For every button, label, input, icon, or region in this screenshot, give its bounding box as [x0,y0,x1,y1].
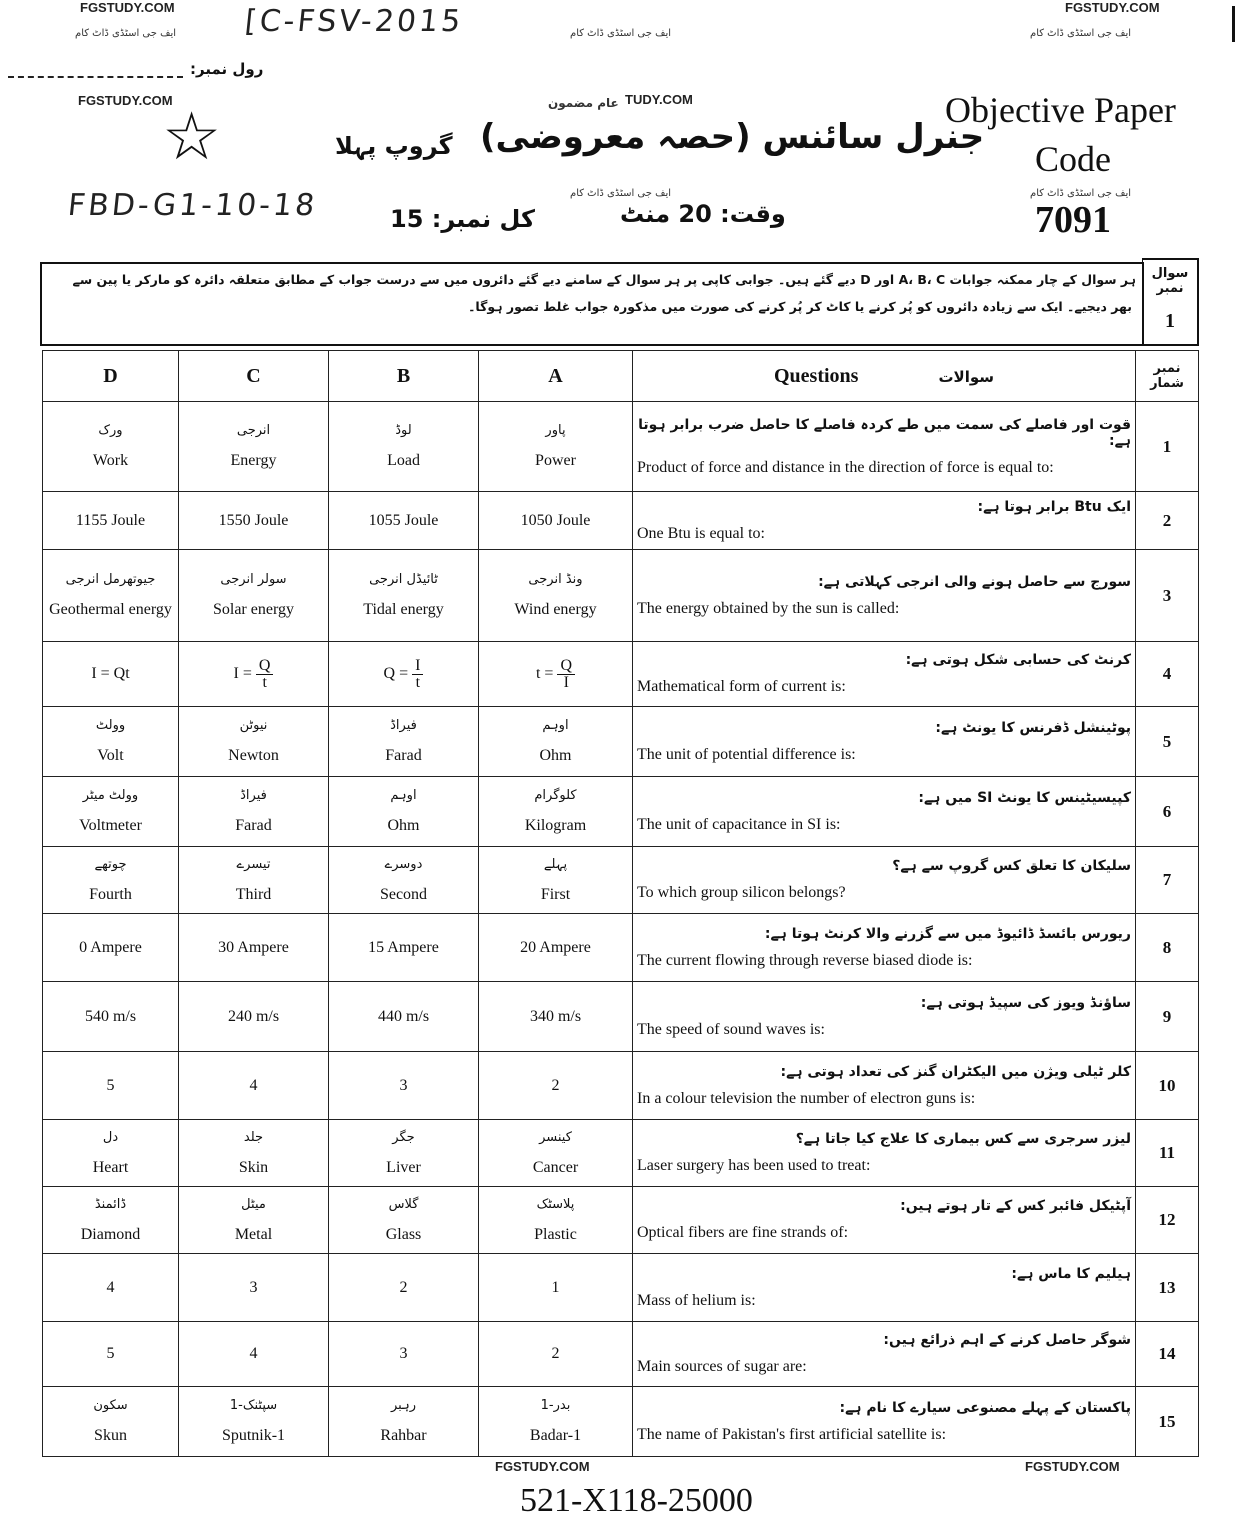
option-english: Ohm [539,747,572,764]
option-urdu: دوسرے [384,856,423,872]
option-d [43,492,179,550]
watermark-urdu: ایف جی اسٹڈی ڈاٹ کام [75,28,177,39]
table-row [43,402,1199,492]
question-urdu: کپیسیٹینس کا یونٹ SI میں ہے: [918,789,1131,806]
watermark-urdu: ایف جی اسٹڈی ڈاٹ کام [1030,28,1132,39]
option-c [179,492,329,550]
option-d [43,777,179,847]
table-row [43,642,1199,707]
question-english: One Btu is equal to: [637,524,765,542]
option-urdu: جگر [392,1129,415,1145]
table-header-row [43,351,1199,402]
question-number-box [1142,258,1199,346]
option-english: 240 m/s [227,1007,280,1025]
option-urdu: گلاس [388,1196,419,1212]
formula-lhs: I = Qt [91,665,130,682]
option-english: Sputnik-1 [221,1427,286,1444]
option-urdu: ڈائمنڈ [94,1196,127,1212]
question-number: 11 [1136,1120,1199,1187]
formula-lhs: t = [535,664,554,682]
option-b [329,550,479,642]
option-a [479,492,633,550]
option-urdu: جیوتھرمل انرجی [65,572,156,587]
question-number: 7 [1136,847,1199,914]
option-english: 2 [399,1278,408,1296]
option-urdu: جلد [243,1129,264,1145]
question-number: 13 [1136,1254,1199,1322]
question-number: 3 [1136,550,1199,642]
table-row [43,847,1199,914]
option-english: Farad [235,817,272,834]
option-b [329,982,479,1052]
table-row [43,1254,1199,1322]
option-a [479,847,633,914]
watermark: FGSTUDY.COM [78,93,173,108]
option-d [43,550,179,642]
question-urdu: کلر ٹیلی ویژن میں الیکٹران گنز کی تعداد ہوتی ہے: [780,1063,1131,1080]
option-b [329,642,479,707]
formula-fraction [256,658,274,691]
watermark-urdu: ایف جی اسٹڈی ڈاٹ کام [1030,188,1132,199]
option-urdu: فیراڈ [390,718,417,733]
option-english: Badar-1 [529,1427,582,1444]
question-number: 4 [1136,642,1199,707]
option-english: Glass [385,1225,422,1243]
option-english: 5 [106,1345,115,1362]
option-english: Second [379,885,428,903]
question-cell [633,492,1136,550]
footer-code: 521-X118-25000 [520,1482,753,1519]
option-english: Heart [92,1158,129,1176]
question-urdu: کرنٹ کی حسابی شکل ہوتی ہے: [905,652,1131,668]
option-english: 3 [249,1278,258,1296]
option-english: 3 [399,1345,408,1362]
table-row [43,777,1199,847]
question-number: 1 [1136,402,1199,492]
option-english: 440 m/s [377,1007,430,1025]
option-urdu: اوہم [390,788,417,803]
option-urdu: سکون [93,1398,128,1413]
option-b [329,1322,479,1387]
question-urdu: آپٹیکل فائبر کس کے تار ہوتے ہیں: [900,1198,1131,1214]
question-cell [633,1120,1136,1187]
option-english: Newton [228,747,279,764]
option-c [179,707,329,777]
instructions-line-1: ہر سوال کے چار ممکنہ جوابات A، B، C اور D دیے گئے ہیں۔ جوابی کاپی پر ہر سوال کے سامنے دیے گئے دائروں میں سے درست جواب کے مطابق متعلقہ دائرہ کو مارکر یا پین سے [72,272,1136,287]
option-c [179,914,329,982]
option-english: Plastic [534,1225,577,1243]
handwritten-note: [C-FSV-2015 [243,4,466,39]
question-number: 5 [1136,707,1199,777]
question-cell [633,914,1136,982]
option-d [43,707,179,777]
question-english: Product of force and distance in the direction of force is equal to: [637,458,1054,476]
question-cell [633,550,1136,642]
option-english: Power [535,452,576,469]
subject-header-urdu: عام مضمون [548,96,619,110]
header-questions-urdu: سوالات [938,367,994,386]
watermark-urdu: ایف جی اسٹڈی ڈاٹ کام [570,28,672,39]
question-number: 12 [1136,1187,1199,1254]
question-urdu: سلیکان کا تعلق کس گروپ سے ہے؟ [892,858,1131,874]
option-english: 1550 Joule [218,511,289,529]
option-english: 2 [551,1345,560,1362]
question-english: The name of Pakistan's first artificial satellite is: [637,1425,947,1443]
option-urdu: ٹائیڈل انرجی [369,572,438,587]
numerator: Q [256,658,274,675]
question-cell [633,1322,1136,1387]
table-row [43,1387,1199,1457]
question-urdu: قوت اور فاصلے کی سمت میں طے کردہ فاصلے کا حاصل ضرب برابر ہوتا ہے: [638,416,1131,449]
table-row [43,1322,1199,1387]
option-urdu: چوتھے [94,856,127,872]
option-d [43,642,179,707]
watermark: FGSTUDY.COM [495,1459,590,1474]
option-b [329,847,479,914]
option-b [329,707,479,777]
option-english: Geothermal energy [49,601,172,618]
option-urdu: بدر-1 [540,1398,571,1413]
option-a [479,1254,633,1322]
numerator: I [412,658,423,675]
denominator: t [262,673,267,691]
question-english: Mathematical form of current is: [637,678,846,695]
option-d [43,1322,179,1387]
option-b [329,1254,479,1322]
roll-number-line [8,76,183,78]
option-d [43,1254,179,1322]
option-urdu: انرجی [236,423,271,438]
option-d [43,914,179,982]
option-b [329,1120,479,1187]
option-english: Load [387,452,420,469]
option-urdu: پاور [545,423,566,438]
option-d [43,1387,179,1457]
option-c [179,1254,329,1322]
watermark-urdu: ایف جی اسٹڈی ڈاٹ کام [570,188,672,199]
option-english: 15 Ampere [368,938,439,956]
question-urdu: ساؤنڈ ویوز کی سپیڈ ہوتی ہے: [920,994,1131,1011]
instructions-line-2: بھر دیجیے۔ ایک سے زیادہ دائروں کو پُر کرنے یا کاٹ کر پُر کرنے کی صورت میں مذکورہ جواب غلط تصور ہوگا۔ [468,299,1132,314]
option-english: Tidal energy [363,601,444,618]
option-a [479,914,633,982]
option-b [329,1387,479,1457]
option-english: Fourth [89,885,132,903]
header-d: D [43,351,179,402]
option-english: 3 [399,1076,408,1094]
option-english: Wind energy [514,601,597,618]
option-english: Volt [97,747,124,764]
paper-code-value: 7091 [1035,199,1111,241]
option-english: Cancer [532,1158,579,1176]
question-english: Mass of helium is: [637,1291,756,1309]
option-a [479,1052,633,1120]
question-urdu: ریورس بائسڈ ڈائیوڈ میں سے گزرنے والا کرنٹ ہوتا ہے: [764,925,1131,942]
option-b [329,1187,479,1254]
option-english: Energy [230,452,277,469]
denominator: I [563,673,569,691]
option-urdu: تیسرے [236,856,271,872]
option-english: 1155 Joule [75,511,146,529]
option-c [179,847,329,914]
option-urdu: ونڈ انرجی [528,572,583,587]
question-urdu: سورج سے حاصل ہونے والی انرجی کہلاتی ہے: [818,573,1131,590]
question-english: Laser surgery has been used to treat: [637,1157,871,1174]
question-urdu: پوٹینشل ڈفرنس کا یونٹ ہے: [935,719,1131,736]
question-number: 6 [1136,777,1199,847]
question-cell [633,707,1136,777]
formula-fraction [557,658,575,691]
option-english: Solar energy [212,601,294,618]
watermark: FGSTUDY.COM [1065,0,1160,15]
option-english: 2 [551,1076,560,1094]
option-english: Voltmeter [79,817,142,834]
option-urdu: دل [102,1129,119,1145]
numerator: Q [557,658,575,675]
option-a [479,1387,633,1457]
option-english: 20 Ampere [520,938,591,956]
option-urdu: کینسر [539,1129,572,1145]
option-a [479,402,633,492]
option-english: 0 Ampere [79,938,142,956]
question-english: The unit of potential difference is: [637,745,856,763]
option-b [329,914,479,982]
option-b [329,402,479,492]
question-number-value: 1 [1165,310,1175,332]
option-a [479,1120,633,1187]
option-urdu: پلاسٹک [536,1196,575,1212]
question-cell [633,847,1136,914]
table-row [43,982,1199,1052]
header-questions-en: Questions [773,364,859,387]
option-english: 1 [551,1278,560,1296]
option-english: 1050 Joule [520,511,591,529]
option-c [179,1120,329,1187]
option-a [479,707,633,777]
option-english: Work [92,452,129,469]
question-english: Main sources of sugar are: [637,1358,807,1375]
option-english: 340 m/s [529,1007,582,1025]
option-urdu: اوہم [542,718,569,733]
denominator: t [415,673,421,691]
time-label: وقت: 20 منٹ [620,200,786,228]
option-urdu: لوڈ [395,423,412,438]
formula-lhs: Q = [383,664,409,682]
question-cell [633,1187,1136,1254]
question-english: The speed of sound waves is: [637,1020,825,1038]
option-urdu: وولٹ میٹر [82,788,139,803]
question-number-label: سوال نمبر [1151,266,1189,296]
watermark: TUDY.COM [625,92,693,107]
option-b [329,492,479,550]
option-english: Rahbar [380,1427,427,1444]
option-urdu: سولر انرجی [220,572,287,587]
option-urdu: وولٹ [95,718,126,733]
option-urdu: سپٹنک-1 [229,1398,278,1413]
option-urdu: میٹل [241,1196,266,1212]
roll-number-label: رول نمبر: [190,60,264,78]
question-cell [633,1387,1136,1457]
option-c [179,777,329,847]
handwritten-code: FBD-G1-10-18 [66,188,320,223]
header-b: B [329,351,479,402]
option-english: 4 [106,1278,115,1296]
option-english: Metal [234,1225,273,1243]
option-c [179,1187,329,1254]
question-cell [633,402,1136,492]
header-questions [633,351,1136,402]
question-english: The energy obtained by the sun is called: [637,599,900,617]
question-number: 14 [1136,1322,1199,1387]
question-urdu: ایک Btu برابر ہوتا ہے: [977,498,1131,515]
option-english: Skin [238,1158,269,1176]
option-c [179,1052,329,1120]
option-d [43,1120,179,1187]
question-number: 15 [1136,1387,1199,1457]
star-icon: ☆ [162,101,222,174]
option-english: Ohm [387,817,420,834]
question-cell [633,1052,1136,1120]
table-row [43,707,1199,777]
option-d [43,1187,179,1254]
formula-lhs: I = [233,664,252,682]
question-urdu: پاکستان کے پہلے مصنوعی سیارے کا نام ہے: [839,1399,1131,1416]
question-english: The current flowing through reverse biased diode is: [637,951,973,969]
question-urdu: ہیلیم کا ماس ہے: [1011,1265,1131,1282]
option-a [479,1322,633,1387]
question-english: Optical fibers are fine strands of: [637,1224,849,1241]
question-english: To which group silicon belongs? [637,884,846,901]
option-english: 4 [249,1076,258,1094]
question-number: 9 [1136,982,1199,1052]
paper-title: جنرل سائنس (حصہ معروضی) [480,117,985,157]
watermark: FGSTUDY.COM [80,0,175,15]
question-cell [633,1254,1136,1322]
table-row [43,1052,1199,1120]
option-c [179,1387,329,1457]
option-a [479,1187,633,1254]
mcq-table [42,350,1199,1457]
total-marks: کل نمبر: 15 [390,205,535,233]
table-row [43,1187,1199,1254]
option-english: 4 [249,1345,258,1362]
question-cell [633,642,1136,707]
edge-mark [1232,6,1235,42]
table-row [43,1120,1199,1187]
table-row [43,550,1199,642]
option-c [179,402,329,492]
option-d [43,847,179,914]
question-cell [633,982,1136,1052]
option-a [479,777,633,847]
option-a [479,550,633,642]
question-cell [633,777,1136,847]
option-english: First [540,885,571,903]
option-c [179,982,329,1052]
option-c [179,1322,329,1387]
option-a [479,642,633,707]
option-d [43,1052,179,1120]
option-english: Skun [94,1427,127,1444]
option-urdu: فیراڈ [240,788,267,803]
header-c: C [179,351,329,402]
option-a [479,982,633,1052]
option-b [329,1052,479,1120]
option-urdu: ورک [98,423,123,438]
option-english: 540 m/s [84,1007,137,1025]
formula-fraction [412,658,423,691]
option-urdu: پہلے [543,856,568,872]
paper-code-label: Objective Paper [945,90,1176,130]
option-english: 30 Ampere [218,938,289,956]
option-english: Liver [386,1158,421,1176]
header-a: A [479,351,633,402]
option-english: 5 [106,1076,115,1094]
question-number: 2 [1136,492,1199,550]
option-c [179,550,329,642]
option-urdu: رہبر [391,1398,416,1413]
question-number: 8 [1136,914,1199,982]
option-urdu: نیوٹن [239,718,268,733]
instructions-box [40,262,1144,346]
option-english: 1055 Joule [368,511,439,529]
option-english: Third [235,885,272,903]
header-serial: نمبر شمار [1136,351,1199,402]
option-d [43,982,179,1052]
table-row [43,492,1199,550]
group-label: گروپ پہلا [335,132,453,160]
question-number: 10 [1136,1052,1199,1120]
paper-code-label-2: Code [1035,139,1111,179]
option-c [179,642,329,707]
question-urdu: لیزر سرجری سے کس بیماری کا علاج کیا جاتا ہے؟ [795,1131,1131,1147]
option-urdu: کلوگرام [534,788,577,803]
option-b [329,777,479,847]
question-urdu: شوگر حاصل کرنے کے اہم ذرائع ہیں: [883,1332,1131,1348]
question-english: The unit of capacitance in SI is: [637,815,841,833]
option-english: Kilogram [524,817,587,834]
option-d [43,402,179,492]
option-english: Farad [385,747,422,764]
question-english: In a colour television the number of electron guns is: [637,1089,976,1107]
option-english: Diamond [80,1225,141,1243]
watermark: FGSTUDY.COM [1025,1459,1120,1474]
table-row [43,914,1199,982]
